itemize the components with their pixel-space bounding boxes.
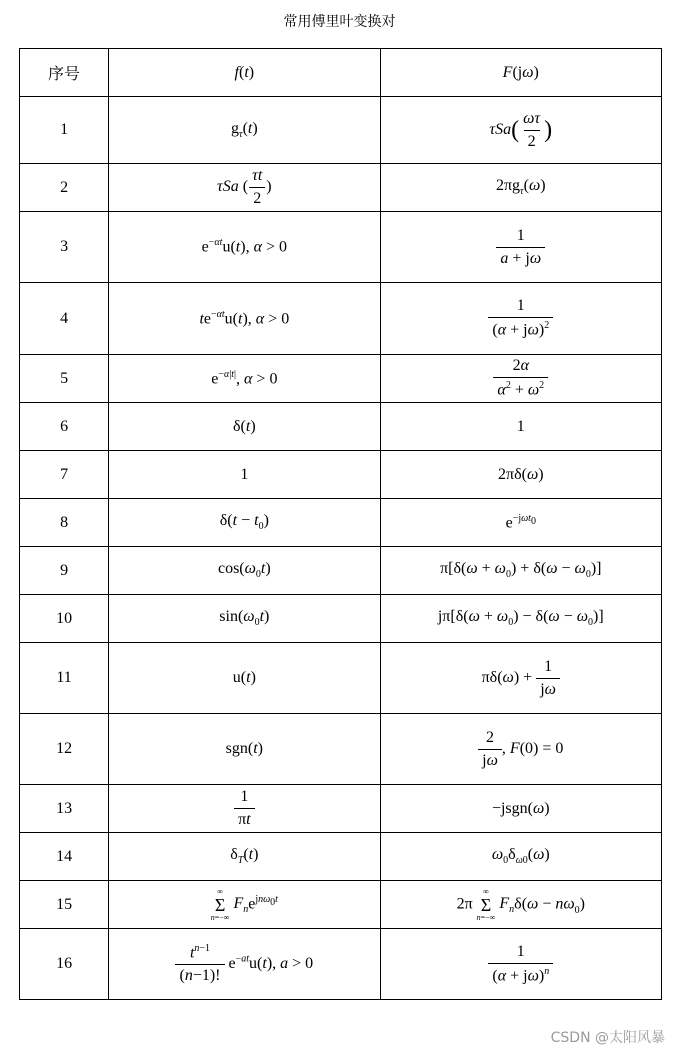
time-domain-cell: $e^{-\alpha t}u(t)$, α > 0 — [109, 212, 380, 283]
table-row — [20, 97, 662, 164]
table-row — [20, 785, 662, 833]
time-domain-cell: 1 — [109, 451, 380, 499]
row-index: 16 — [20, 929, 109, 1000]
table-row — [20, 355, 662, 403]
time-domain-cell: $\frac{1}{\pi t}$ — [109, 785, 380, 833]
frequency-domain-cell: 1 — [380, 403, 661, 451]
time-domain-cell: sgn(t) — [109, 714, 380, 785]
frequency-domain-cell: $e^{-j\omega t_0}$ — [380, 499, 661, 547]
frequency-domain-cell: $j\pi[\delta(\omega + \omega_0) - \delta(\omega - \omega_0)]$ — [380, 595, 661, 643]
frequency-domain-cell: $2\pi g_\tau(\omega)$ — [380, 164, 661, 212]
watermark: CSDN @太阳风暴 — [550, 1030, 665, 1046]
row-index: 2 — [20, 164, 109, 212]
frequency-domain-cell: $\frac{1}{a + j\omega}$ — [380, 212, 661, 283]
header-frequency-function: F(jω) — [380, 49, 661, 97]
row-index: 14 — [20, 833, 109, 881]
table-row — [20, 403, 662, 451]
row-index: 13 — [20, 785, 109, 833]
row-index: 1 — [20, 97, 109, 164]
row-index: 6 — [20, 403, 109, 451]
row-index: 7 — [20, 451, 109, 499]
time-domain-cell: δ(t) — [109, 403, 380, 451]
table-row — [20, 595, 662, 643]
table-row — [20, 643, 662, 714]
frequency-domain-cell: $\frac{2\alpha}{\alpha^2 + \omega^2}$ — [380, 355, 661, 403]
row-index: 11 — [20, 643, 109, 714]
frequency-domain-cell: $\frac{1}{(\alpha + j\omega)^2}$ — [380, 283, 661, 355]
time-domain-cell: $\sin(\omega_0t)$ — [109, 595, 380, 643]
table-row — [20, 881, 662, 929]
row-index: 10 — [20, 595, 109, 643]
frequency-domain-cell: 2π ∞ Σ n=−∞ $F_n\delta(\omega - n\omega_0)$ — [380, 881, 661, 929]
time-domain-cell: ∞ Σ n=−∞ $F_ne^{jn\omega_0t}$ — [109, 881, 380, 929]
time-domain-cell: τSa ( $\frac{\tau t}{2}$ ) — [109, 164, 380, 212]
header-time-function: f(t) — [109, 49, 380, 97]
frequency-domain-cell: $\pi[\delta(\omega + \omega_0) + \delta(\omega - \omega_0)]$ — [380, 547, 661, 595]
table-row — [20, 714, 662, 785]
header-index: 序号 — [20, 49, 109, 97]
frequency-domain-cell: τSa( $\frac{\omega\tau}{2}$ ) — [380, 97, 661, 164]
frequency-domain-cell: 2πδ(ω) — [380, 451, 661, 499]
time-domain-cell: $\delta_T(t)$ — [109, 833, 380, 881]
time-domain-cell: $te^{-\alpha t}u(t)$, α > 0 — [109, 283, 380, 355]
row-index: 5 — [20, 355, 109, 403]
table-row — [20, 499, 662, 547]
time-domain-cell: $e^{-\alpha|t|}$, α > 0 — [109, 355, 380, 403]
frequency-domain-cell: πδ(ω) + $\frac{1}{j\omega}$ — [380, 643, 661, 714]
time-domain-cell: $\delta(t - t_0)$ — [109, 499, 380, 547]
time-domain-cell: $\cos(\omega_0t)$ — [109, 547, 380, 595]
row-index: 3 — [20, 212, 109, 283]
table-row — [20, 833, 662, 881]
frequency-domain-cell: −jsgn(ω) — [380, 785, 661, 833]
row-index: 12 — [20, 714, 109, 785]
time-domain-cell: $g_\tau(t)$ — [109, 97, 380, 164]
table-row — [20, 212, 662, 283]
table-row — [20, 451, 662, 499]
row-index: 4 — [20, 283, 109, 355]
frequency-domain-cell: $\frac{2}{j\omega}$ , F(0) = 0 — [380, 714, 661, 785]
fourier-transform-table — [19, 48, 662, 1000]
row-index: 15 — [20, 881, 109, 929]
table-row — [20, 164, 662, 212]
table-header-row — [20, 49, 662, 97]
row-index: 9 — [20, 547, 109, 595]
time-domain-cell: u(t) — [109, 643, 380, 714]
frequency-domain-cell: $\frac{1}{(\alpha + j\omega)^n}$ — [380, 929, 661, 1000]
frequency-domain-cell: $\omega_0\delta_{\omega 0}(\omega)$ — [380, 833, 661, 881]
time-domain-cell: $\frac{t^{n-1}}{(n-1)!}$ $e^{-at}u(t)$, a > 0 — [109, 929, 380, 1000]
table-row — [20, 547, 662, 595]
document-title: 常用傅里叶变换对 — [283, 14, 396, 30]
table-row — [20, 929, 662, 1000]
table-row — [20, 283, 662, 355]
row-index: 8 — [20, 499, 109, 547]
